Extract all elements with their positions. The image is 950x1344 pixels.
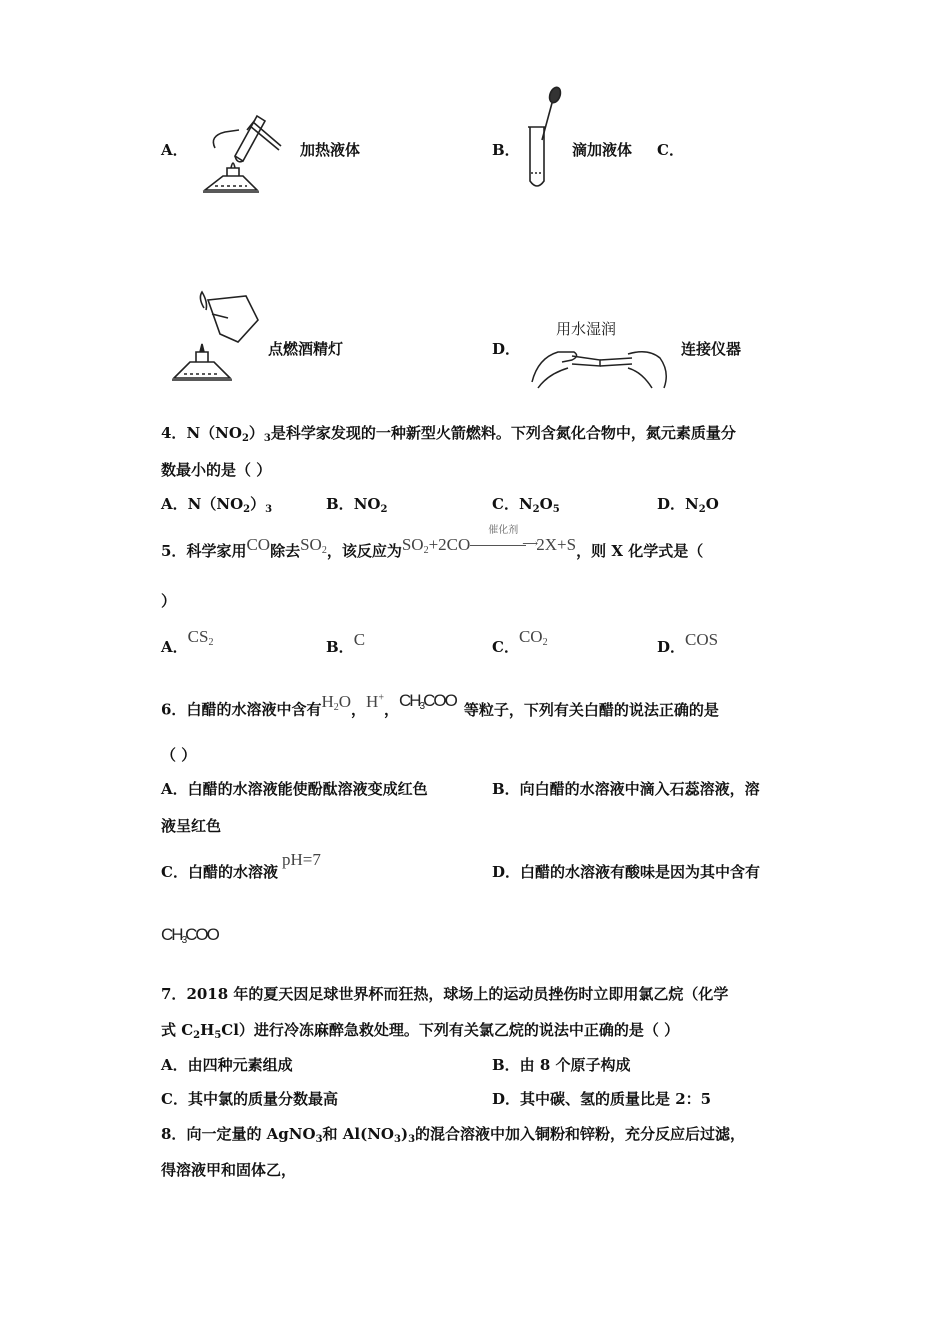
q4-stem-line1: 4．$N(NO_2)_3$是科学家发现的一种新型火箭燃料。下列含氮化合物中，氮元素质量分	[161, 424, 736, 444]
q3-option-c-letter: C．	[657, 141, 684, 159]
q6-stem-line2: （ ）	[161, 746, 197, 764]
q6-option-d: D．白醋的水溶液有酸味是因为其中含有	[492, 863, 761, 881]
q5-option-a: A．$CS_2$	[161, 627, 214, 656]
q4-option-b: B．$NO_2$	[326, 495, 388, 515]
q5-option-c: C．$CO_2$	[492, 627, 548, 656]
q5-stem-line2: ）	[161, 592, 177, 610]
q6-stem-line1: 6．白醋的水溶液中含有$H_2O$，H+，$CH_3COO$ 等粒子，下列有关白醋的说法正确的是	[161, 690, 719, 719]
q3-option-a-label: 加热液体	[300, 141, 361, 159]
q5-option-d: D．COS	[657, 630, 719, 656]
q3-option-c-label: 点燃酒精灯	[268, 340, 344, 358]
q6-option-a: A．白醋的水溶液能使酚酞溶液变成红色	[161, 780, 428, 798]
q8-stem-line1: 8．向一定量的 AgNO$_3$和 $Al(NO_3)_3$的混合溶液中加入铜粉和锌粉，充分反应后过滤，	[161, 1125, 746, 1145]
q5-equation: $SO_2+2CO$ 催化剂 ⟶2X+S	[402, 535, 576, 554]
q6-option-b: B．向白醋的水溶液中滴入石蕊溶液，溶	[492, 780, 760, 798]
q6-option-b-continued: 液呈红色	[161, 817, 222, 835]
q7-option-a: A．由四种元素组成	[161, 1056, 293, 1074]
q6-formula-h-plus: H+	[366, 691, 384, 711]
q7-stem-line1: 7．2018 年的夏天因足球世界杯而狂热，球场上的运动员挫伤时立即用氯乙烷（化学	[161, 985, 729, 1003]
q6-number: 6．	[161, 700, 187, 719]
connecting-apparatus-illustration	[528, 338, 673, 393]
q4-option-d: D．$N_2O$	[657, 495, 719, 515]
q7-option-c: C．其中氯的质量分数最高	[161, 1090, 338, 1108]
q6-option-c: C．白醋的水溶液pH=7	[161, 850, 321, 881]
q3-option-a-letter: A．	[161, 141, 188, 159]
q5-formula-co: CO	[246, 535, 271, 554]
q4-option-a: A．$N(NO_2)_3$	[161, 495, 273, 515]
lighting-alcohol-lamp-illustration	[168, 290, 263, 395]
dropping-liquid-illustration	[520, 85, 565, 195]
q6-formula-ch3coo: $CH_3COO$	[398, 690, 456, 712]
q8-number: 8．	[161, 1125, 187, 1143]
q6-formula-h2o: $H_2O$	[321, 691, 352, 713]
q7-number: 7．	[161, 985, 187, 1003]
q3-option-d-caption: 用水湿润	[556, 320, 617, 338]
q5-formula-so2: $SO_2$	[300, 535, 327, 556]
q5-option-b: B．C	[326, 630, 366, 656]
q5-stem-line1: 5．科学家用CO除去$SO_2$，该反应为$SO_2+2CO$ 催化剂 ⟶2X+S，则 X 化学式是（	[161, 541, 703, 567]
q4-option-c: C．$N_2O_5$	[492, 495, 560, 515]
q3-option-b-label: 滴加液体	[572, 141, 633, 159]
q8-stem-line2: 得溶液甲和固体乙，	[161, 1161, 297, 1179]
q3-option-b-letter: B．	[492, 141, 520, 159]
q6-formula-ph: pH=7	[281, 850, 321, 869]
q4-number: 4．	[161, 424, 187, 442]
q3-option-d-letter: D．	[492, 340, 521, 358]
q7-option-d: D．其中碳、氢的质量比是 2：5	[492, 1090, 712, 1108]
q5-reaction-arrow: 催化剂 ⟶	[470, 535, 536, 557]
q6-option-d-formula: $CH_3COO$	[161, 925, 218, 946]
q3-option-d-label: 连接仪器	[681, 340, 742, 358]
q5-catalyst-label: 催化剂	[488, 525, 519, 536]
q4-stem-line2: 数最小的是（ ）	[161, 461, 272, 479]
q7-stem-line2: 式 $C_2H_5Cl$）进行冷冻麻醉急救处理。下列有关氯乙烷的说法中正确的是（ ）	[161, 1021, 680, 1041]
q7-option-b: B．由 8 个原子构成	[492, 1056, 631, 1074]
q5-number: 5．	[161, 542, 187, 560]
heating-liquid-illustration	[195, 108, 290, 203]
